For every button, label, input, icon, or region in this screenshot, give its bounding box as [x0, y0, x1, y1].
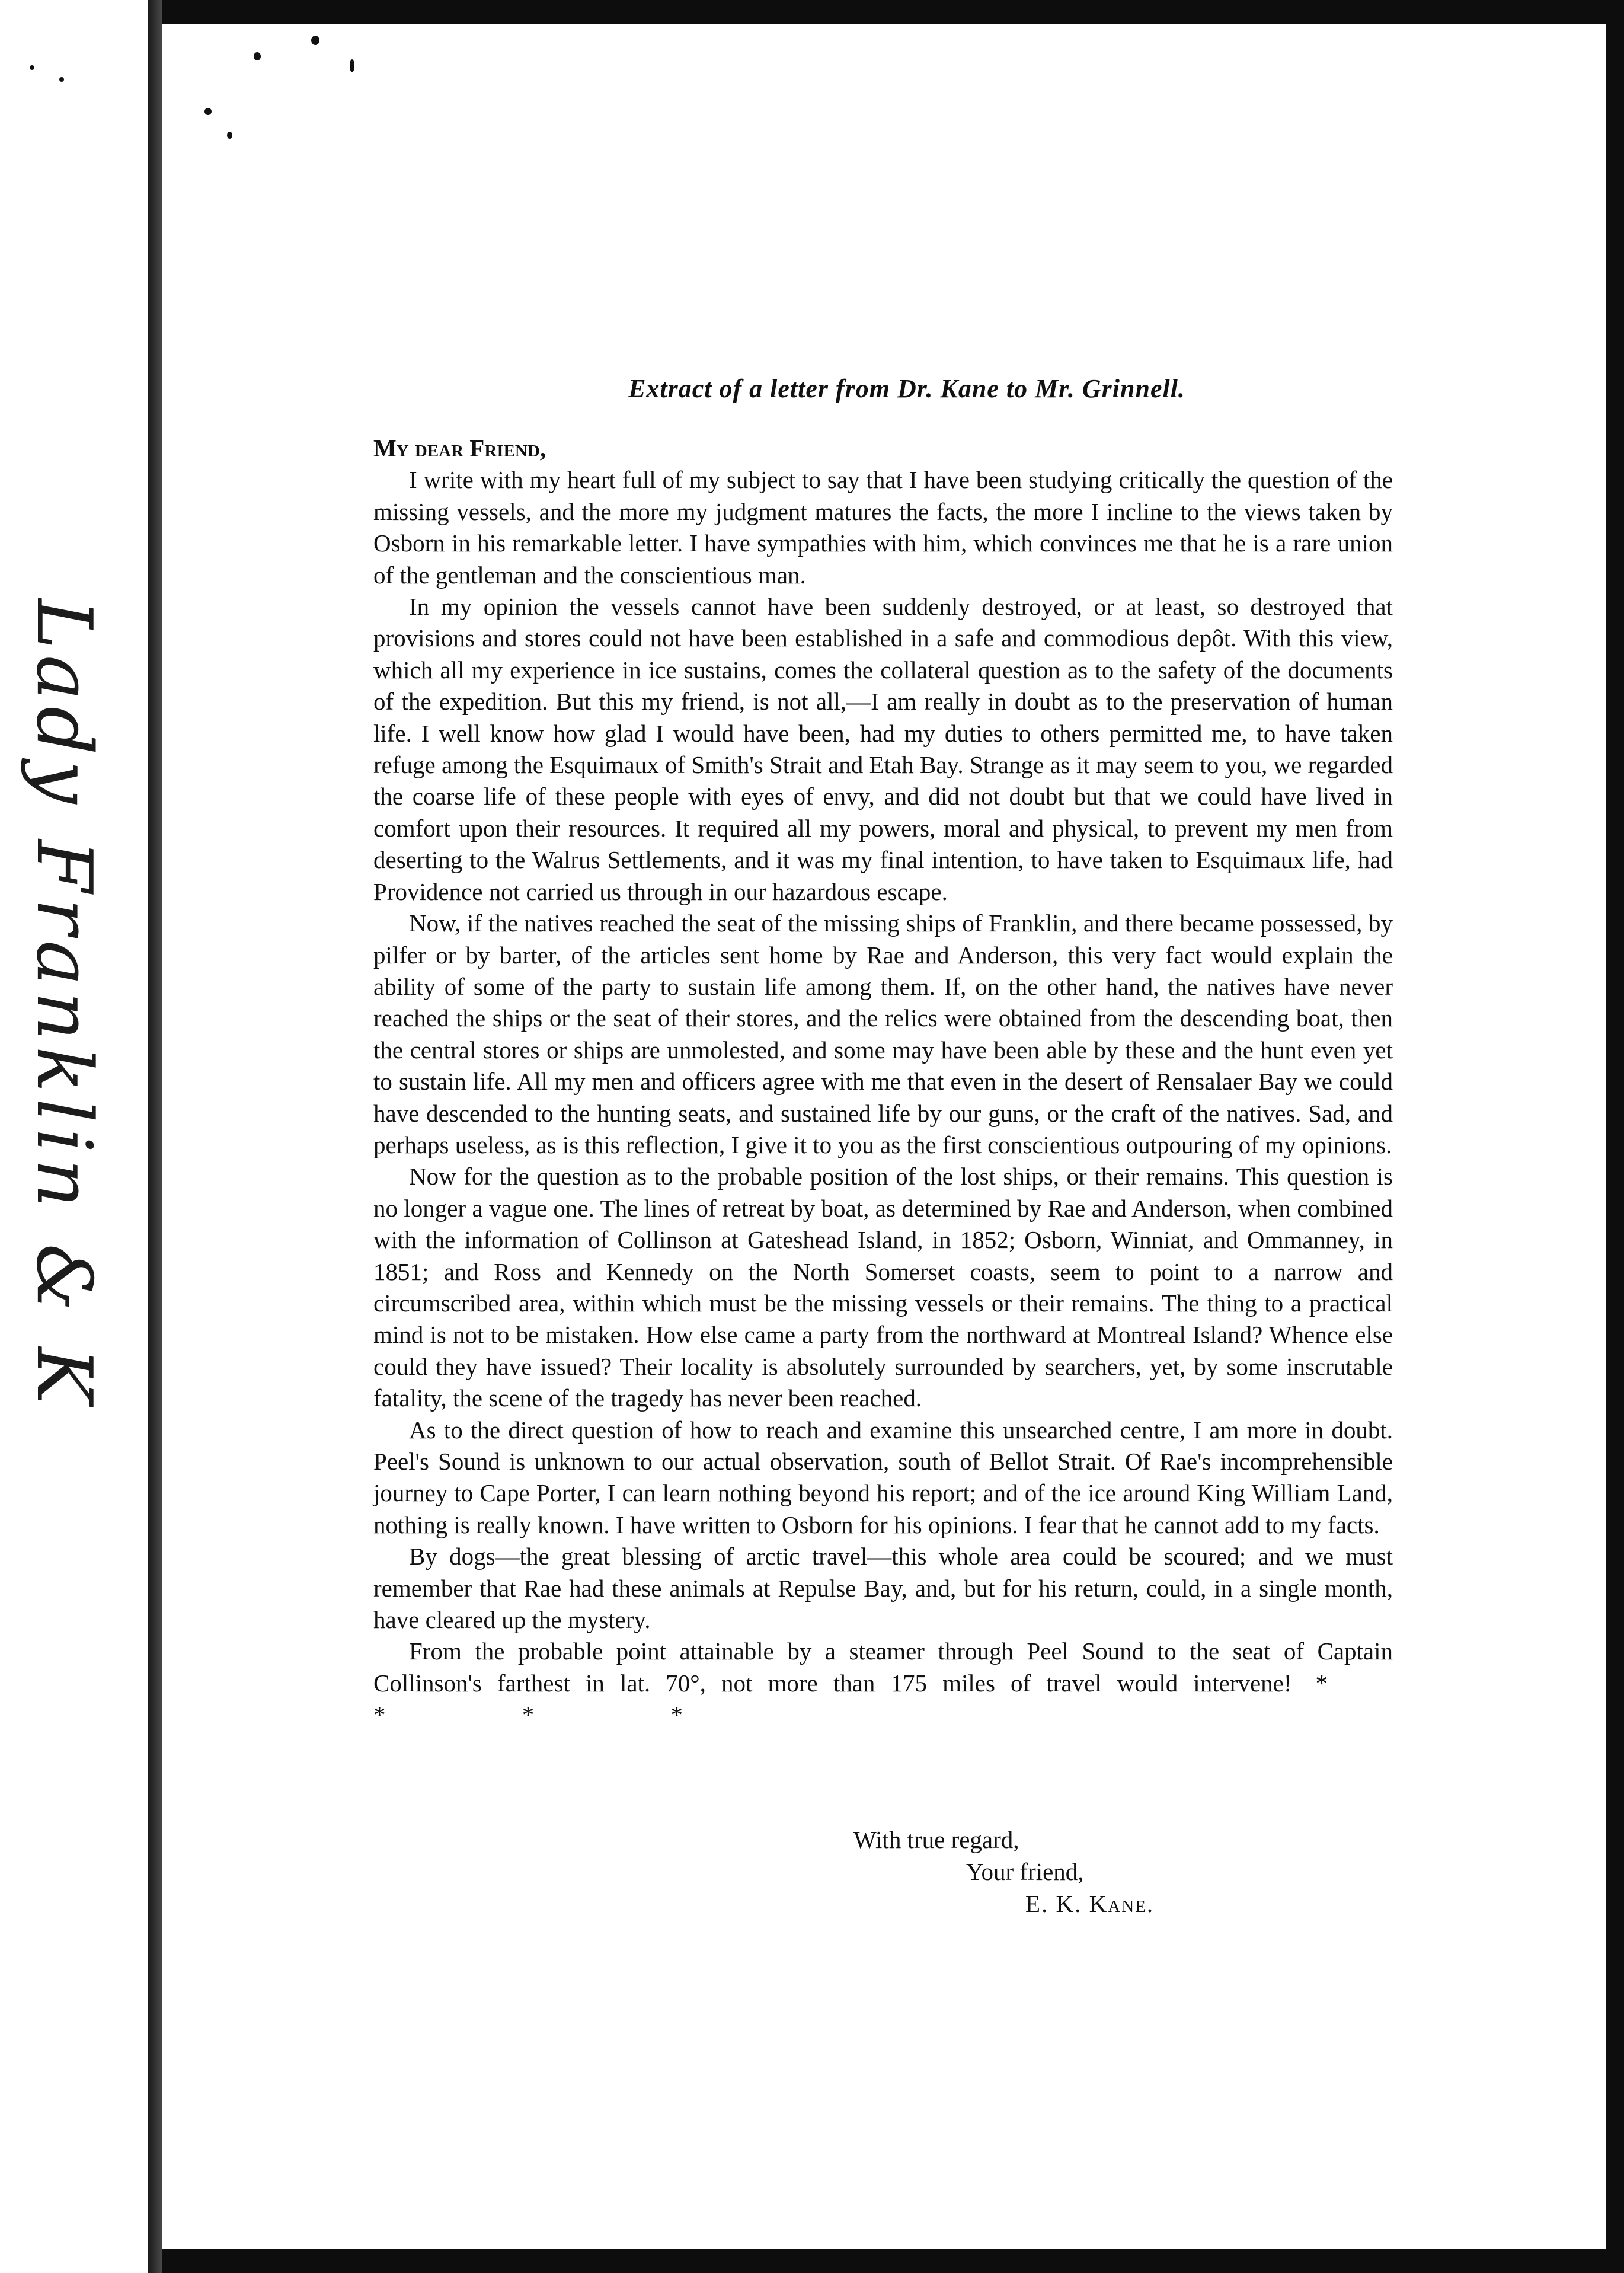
paragraph-7	[373, 1636, 1393, 1731]
document-title: Extract of a letter from Dr. Kane to Mr. Grinnell.	[628, 374, 1185, 403]
paragraph-7-text: From the probable point attainable by a steamer through Peel Sound to the seat of Captain Collinson's farthest in lat. 70°, not more than 175 miles of travel would intervene!	[373, 1637, 1393, 1697]
paragraph-2: In my opinion the vessels cannot have been suddenly destroyed, or at least, so destroyed that provisions and stores could not have been established in a safe and commodious depôt. With this view, which all my experience in ice sustains, comes the collateral question as to the safety of the documents of the expedition. But this my friend, is not all,—I am really in doubt as to the preservation of human life. I well know how glad I would have been, had my duties to others permitted me, to have taken refuge among the Esquimaux of Smith's Strait and Etah Bay. Strange as it may seem to you, we regarded the coarse life of these people with eyes of envy, and did not doubt but that we could have lived in comfort upon their resources. It required all my powers, moral and physical, to prevent my men from deserting to the Walrus Settlements, and it was my final intention, to have taken to Esquimaux life, had Providence not carried us through in our hazardous escape.	[373, 593, 1393, 905]
paragraph-3: Now, if the natives reached the seat of the missing ships of Franklin, and there became possessed, by pilfer or by barter, of the articles sent home by Rae and Anderson, this very fact would explain the ability of some of the party to sustain life among them. If, on the other hand, the natives have never reached the ships or the seat of their stores, and the relics were obtained from the descending boat, then the central stores or ships are unmolested, and some may have been able by these and the hunt even yet to sustain life. All my men and officers agree with me that even in the desert of Rensalaer Bay we could have descended to the hunting seats, and sustained life by our guns, or the craft of the natives. Sad, and perhaps useless, as is this reflection, I give it to you as the first conscientious outpouring of my opinions.	[373, 909, 1393, 1158]
letter-closing	[853, 1824, 1154, 1920]
paragraph-6: By dogs—the great blessing of arctic travel—this whole area could be scoured; and we must remember that Rae had these animals at Repulse Bay, and, but for his return, could, in a single month, have cleared up the mystery.	[373, 1543, 1393, 1634]
paragraph-5: As to the direct question of how to reach and examine this unsearched centre, I am more in doubt. Peel's Sound is unknown to our actual observation, south of Bellot Strait. Of Rae's incomprehensible journey to Cape Porter, I can learn nothing beyond his report; and of the ice around King William Land, nothing is really known. I have written to Osborn for his opinions. I fear that he cannot add to my facts.	[373, 1416, 1393, 1538]
letter-body	[373, 433, 1393, 1731]
flap-shadow	[148, 0, 162, 2273]
closing-regard: With true regard,	[853, 1826, 1019, 1853]
handwritten-margin-note: Lady Franklin & K	[20, 599, 108, 1410]
closing-friend: Your friend,	[966, 1858, 1084, 1885]
folded-flap	[0, 0, 159, 2273]
ellipsis-stars: * * * *	[373, 1669, 1393, 1729]
scan-border-right	[1606, 0, 1624, 2273]
ink-speck	[59, 77, 64, 82]
signature: E. K. Kane.	[1025, 1890, 1155, 1917]
salutation: My dear Friend,	[373, 435, 546, 462]
scan-border-top	[0, 0, 1624, 24]
scan-border-bottom	[0, 2249, 1624, 2273]
paragraph-1: I write with my heart full of my subject to say that I have been studying critically the question of the missing vessels, and the more my judgment matures the facts, the more I incline to the views taken by Osborn in his remarkable letter. I have sympathies with him, which convinces me that he is a rare union of the gentleman and the conscientious man.	[373, 466, 1393, 589]
paragraph-4: Now for the question as to the probable position of the lost ships, or their remains. This question is no longer a vague one. The lines of retreat by boat, as determined by Rae and Anderson, when combined with the information of Collinson at Gateshead Island, in 1852; Osborn, Winniat, and Ommanney, in 1851; and Ross and Kennedy on the North Somerset coasts, seem to point to a narrow and circumscribed area, within which must be the missing vessels or their remains. The thing to a practical mind is not to be mistaken. How else came a party from the northward at Montreal Island? Whence else could they have issued? Their locality is absolutely surrounded by searchers, yet, by some inscrutable fatality, the scene of the tragedy has never been reached.	[373, 1163, 1393, 1412]
ink-speck	[30, 65, 34, 70]
